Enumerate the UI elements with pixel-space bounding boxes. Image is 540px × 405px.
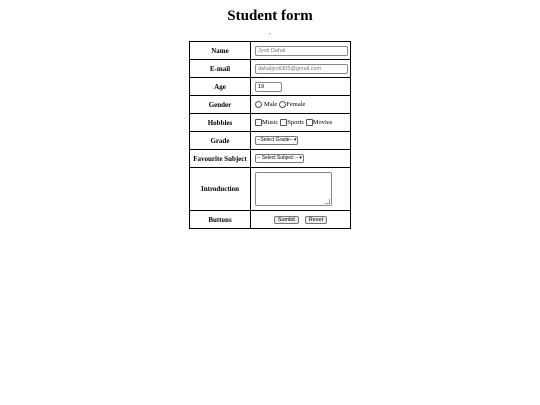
hobby-sports-label: Sports [287, 118, 304, 126]
hobby-movies-checkbox[interactable] [306, 119, 313, 126]
subject-select[interactable] [255, 154, 304, 163]
submit-button[interactable]: Sumbit [274, 216, 299, 224]
gender-male-label: Male [263, 100, 278, 108]
hobbies-label: Hobbies [190, 114, 251, 132]
grade-label: Grade [190, 132, 251, 150]
gender-male-radio[interactable] [255, 101, 262, 108]
page-subtitle-mark: . [269, 28, 271, 36]
form-row-gender [190, 96, 351, 114]
buttons-label: Buttons [190, 211, 251, 229]
form-row-age [190, 78, 351, 96]
age-input[interactable]: 19 [255, 82, 282, 92]
chevron-down-icon: ▾ [299, 155, 302, 161]
age-label: Age [190, 78, 251, 96]
form-row-grade [190, 132, 351, 150]
form-row-email [190, 60, 351, 78]
form-row-buttons [190, 211, 351, 229]
form-row-subject [190, 150, 351, 168]
form-row-name [190, 42, 351, 60]
grade-select-value: --Select Grade-- [257, 137, 293, 143]
resize-handle-icon[interactable] [325, 199, 330, 204]
name-label: Name [190, 42, 251, 60]
page-title: Student form [227, 8, 313, 24]
name-input[interactable]: Jyoti Dahal [255, 46, 348, 56]
reset-button[interactable]: Reset [305, 216, 327, 224]
form-row-introduction [190, 168, 351, 211]
introduction-label: Introduction [190, 168, 251, 211]
chevron-down-icon: ▾ [293, 137, 297, 143]
gender-label: Gender [190, 96, 251, 114]
email-label: E-mail [190, 60, 251, 78]
email-input[interactable]: dahaljyoti305@gmail.com [255, 64, 348, 74]
gender-female-label: Female [286, 100, 306, 108]
introduction-textarea[interactable] [255, 172, 332, 206]
hobby-music-label: Music [262, 118, 279, 126]
hobby-music-checkbox[interactable] [255, 119, 262, 126]
grade-select[interactable] [255, 136, 298, 145]
form-row-hobbies [190, 114, 351, 132]
student-form-table [189, 41, 351, 229]
subject-label: Favourite Subject [190, 150, 251, 168]
hobby-movies-label: Movies [312, 118, 333, 126]
subject-select-value: -- Select Subject -- [257, 155, 299, 161]
